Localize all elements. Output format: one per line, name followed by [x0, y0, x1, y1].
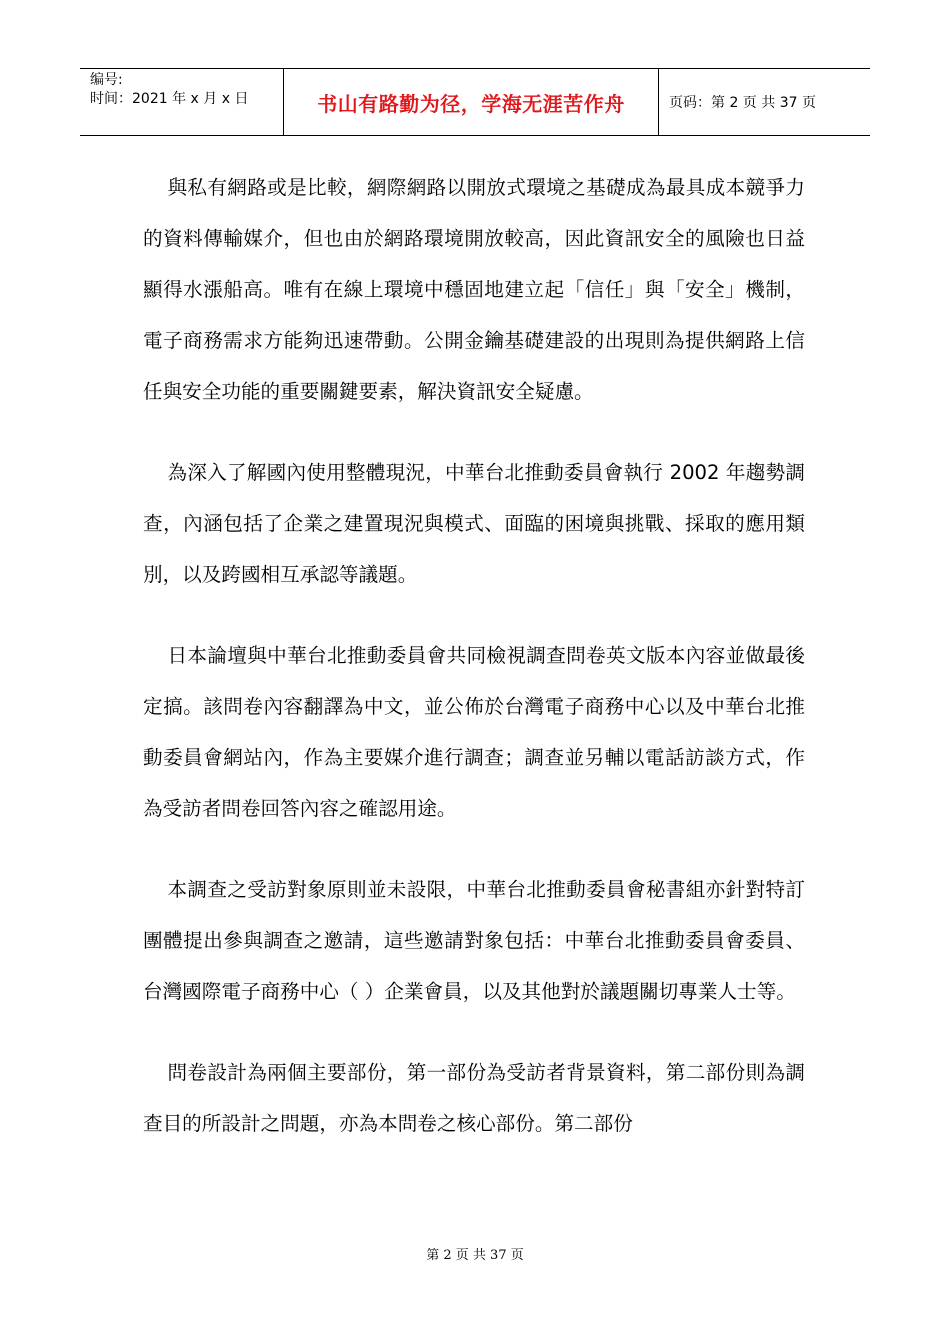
- document-date-label: 时间：2021 年 x 月 x 日: [90, 91, 249, 107]
- body-paragraph: 問卷設計為兩個主要部份，第一部份為受訪者背景資料，第二部份則為調查目的所設計之問題，亦為本問卷之核心部份。第二部份: [143, 1061, 805, 1135]
- page-footer: 第 2 页 共 37 页: [426, 1248, 524, 1263]
- body-paragraph: 日本論壇與中華台北推動委員會共同檢視調查問卷英文版本內容並做最後定搞。該問卷內容翻譯為中文，並公佈於台灣電子商務中心以及中華台北推動委員會網站內，作為主要媒介進行調查；調查並另輔以電話訪談方式，作為受訪者問卷回答內容之確認用途。: [143, 644, 805, 820]
- body-paragraph: 為深入了解國內使用整體現況，中華台北推動委員會執行 2002 年趨勢調查，內涵包括了企業之建置現況與模式、面臨的困境與挑戰、採取的應用類別，以及跨國相互承認等議題。: [143, 461, 805, 586]
- header-page-indicator: 页码：第 2 页 共 37 页: [669, 95, 816, 111]
- page-header: [80, 68, 870, 136]
- document-body: [143, 162, 805, 1179]
- document-number-label: 编号:: [90, 72, 123, 88]
- body-paragraph: 與私有網路或是比較，網際網路以開放式環境之基礎成為最具成本競爭力的資料傳輸媒介，但也由於網路環境開放較高，因此資訊安全的風險也日益顯得水漲船高。唯有在線上環境中穩固地建立起「信任」與「安全」機制，電子商務需求方能夠迅速帶動。公開金鑰基礎建設的出現則為提供網路上信任與安全功能的重要關鍵要素，解決資訊安全疑慮。: [143, 176, 805, 403]
- header-meta: [80, 69, 283, 135]
- header-motto: 书山有路勤为径，学海无涯苦作舟: [283, 69, 659, 135]
- body-paragraph: 本調查之受訪對象原則並未設限，中華台北推動委員會秘書組亦針對特訂團體提出參與調查之邀請，這些邀請對象包括：中華台北推動委員會委員、台灣國際電子商務中心（ ）企業會員，以及其他對於議題關切專業人士等。: [143, 878, 805, 1003]
